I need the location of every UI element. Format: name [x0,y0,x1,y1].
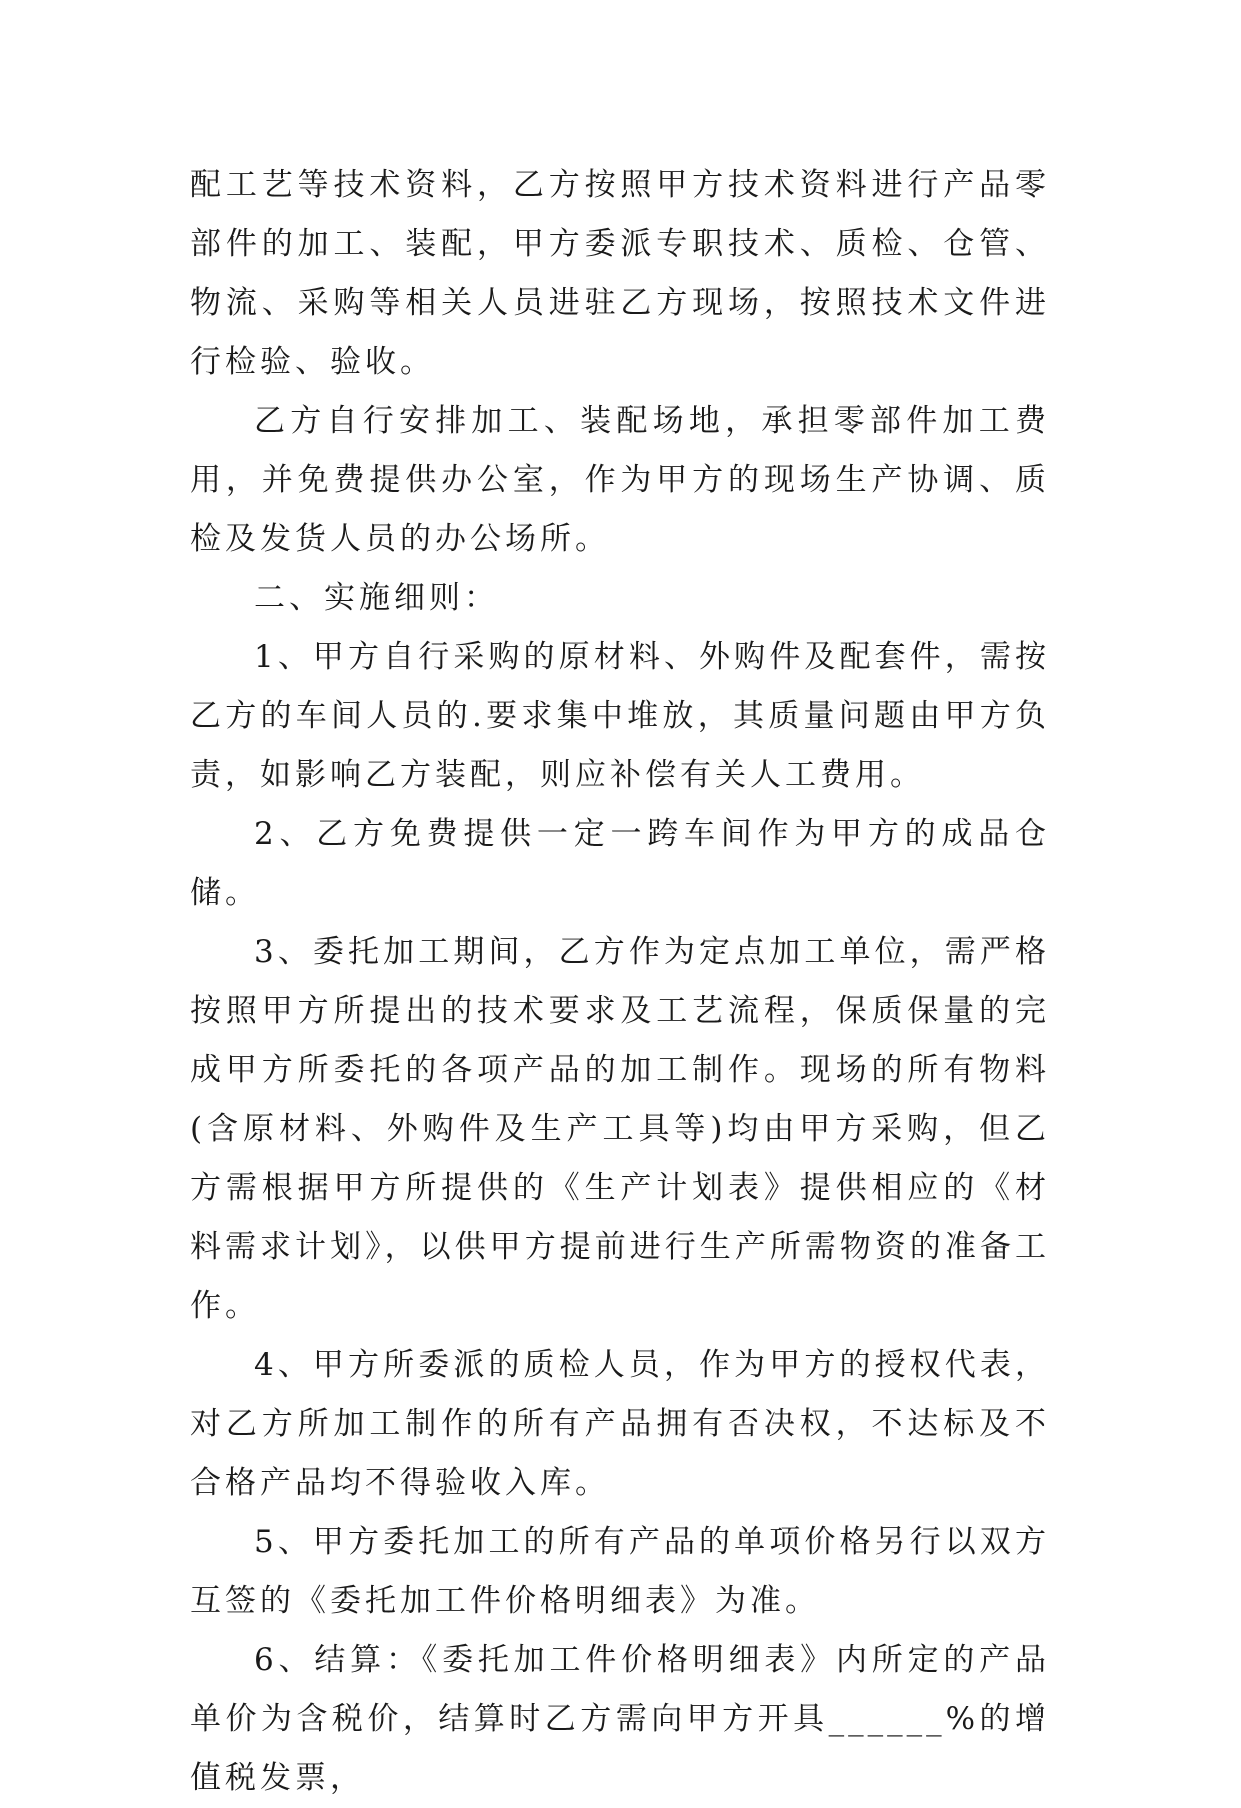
paragraph-site-arrangement: 乙方自行安排加工、装配场地，承担零部件加工费用，并免费提供办公室，作为甲方的现场生产协调、质检及发货人员的办公场所。 [190,403,1050,557]
clause-3: 3、委托加工期间，乙方作为定点加工单位，需严格按照甲方所提出的技术要求及工艺流程，保质保量的完成甲方所委托的各项产品的加工制作。现场的所有物料(含原材料、外购件及生产工具等)均由甲方采购，但乙方需根据甲方所提供的《生产计划表》提供相应的《材料需求计划》，以供甲方提前进行生产所需物资的准备工作。 [190,934,1050,1324]
clause-5: 5、甲方委托加工的所有产品的单项价格另行以双方互签的《委托加工件价格明细表》为准。 [190,1524,1050,1619]
clause-6: 6、结算：《委托加工件价格明细表》内所定的产品单价为含税价，结算时乙方需向甲方开具______%的增值税发票， [190,1642,1050,1796]
paragraph-technical-materials: 配工艺等技术资料，乙方按照甲方技术资料进行产品零部件的加工、装配，甲方委派专职技术、质检、仓管、物流、采购等相关人员进驻乙方现场，按照技术文件进行检验、验收。 [190,167,1050,380]
section-heading-implementation: 二、实施细则： [254,580,499,616]
clause-2: 2、乙方免费提供一定一跨车间作为甲方的成品仓储。 [190,816,1050,911]
clause-1: 1、甲方自行采购的原材料、外购件及配套件，需按乙方的车间人员的.要求集中堆放，其质量问题由甲方负责，如影响乙方装配，则应补偿有关人工费用。 [190,639,1050,793]
document-body [190,156,1050,1808]
clause-4: 4、甲方所委派的质检人员，作为甲方的授权代表，对乙方所加工制作的所有产品拥有否决权，不达标及不合格产品均不得验收入库。 [190,1347,1050,1501]
